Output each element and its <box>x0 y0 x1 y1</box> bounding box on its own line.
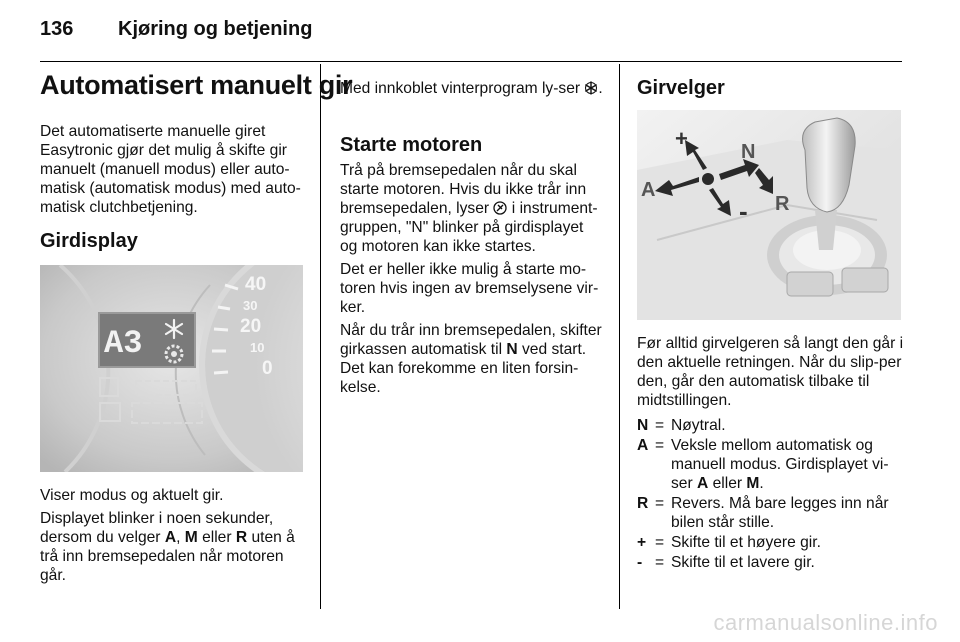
winter-program-paragraph <box>340 79 605 98</box>
definition-text: Revers. Må bare legges inn når bilen står stille. <box>671 495 889 531</box>
blink-text-a: Displayet blinker i noen sekunder, dersom du velger <box>40 510 274 546</box>
gear-display-illustration <box>40 265 303 472</box>
definition-equals: = <box>655 495 665 512</box>
key-a: A <box>164 529 177 546</box>
definition-key: - <box>637 554 643 571</box>
definition-equals: = <box>655 437 665 454</box>
definition-key: A <box>637 437 649 454</box>
girdisplay-heading-block <box>40 232 306 251</box>
girvelger-paragraph: Før alltid girvelgeren så langt den går i den aktuelle retningen. Når du slip-per den, går den automatisk tilbake til midtstillingen. <box>637 335 904 409</box>
definition-row <box>637 553 905 573</box>
selector-n-label: N <box>741 141 756 163</box>
starte-motoren-heading: Starte motoren <box>340 134 483 156</box>
girdisplay-heading: Girdisplay <box>40 230 138 252</box>
gear-display-readout: A3 <box>104 325 143 362</box>
selector-minus-label: - <box>739 196 748 226</box>
girvelger-heading: Girvelger <box>637 77 725 99</box>
winter-program-block <box>340 79 605 98</box>
starte-p1-a: Trå på bremsepedalen når du skal starte motoren. Hvis du ikke trår inn bremsepedalen, lyser <box>340 162 587 217</box>
blink-sep-1: , <box>176 529 185 546</box>
key-r: R <box>235 529 248 546</box>
winter-suffix: . <box>598 80 603 97</box>
column-divider-1 <box>320 64 321 609</box>
starte-p3-a: Når du trår inn bremsepedalen, skifter girkassen automatisk til <box>340 322 602 358</box>
starte-paragraph-3 <box>340 321 605 397</box>
gear-display-figure <box>40 265 303 472</box>
definition-text-a: Veksle mellom automatisk og manuell modus. Girdisplayet vi-ser <box>671 437 889 492</box>
gear-definitions-list <box>637 416 905 573</box>
starte-p1-b: i instrument-gruppen, "N" blinker på girdisplayet og motoren kan ikke startes. <box>340 200 598 255</box>
page-number: 136 <box>40 18 74 40</box>
winter-text: Med innkoblet vinterprogram ly-ser <box>340 80 581 97</box>
definition-text: Skifte til et lavere gir. <box>671 554 815 571</box>
speed-tick-0: 0 <box>262 358 273 379</box>
selector-a-label: A <box>641 179 656 201</box>
definition-text <box>671 436 905 494</box>
definition-key: + <box>637 534 647 551</box>
definition-text: Skifte til et høyere gir. <box>671 534 821 551</box>
definition-row <box>637 416 905 436</box>
running-head: Kjøring og betjening <box>118 18 313 40</box>
intro-text-block <box>40 122 306 217</box>
definition-equals: = <box>655 417 665 434</box>
column-divider-2 <box>619 64 620 609</box>
girdisplay-caption: Viser modus og aktuelt gir. <box>40 487 224 504</box>
section-title: Automatisert manuelt gir <box>40 70 353 100</box>
speed-tick-30: 30 <box>243 298 258 313</box>
gear-selector-illustration <box>637 110 901 320</box>
starte-motoren-block <box>340 136 605 397</box>
snowflake-icon <box>584 81 598 95</box>
definition-row <box>637 494 905 533</box>
brake-pedal-warning-icon <box>493 201 507 215</box>
definition-equals: = <box>655 554 665 571</box>
starte-p3-b: ved start. Det kan forekomme en liten forsin-kelse. <box>340 341 587 396</box>
blink-text-b: uten å trå inn bremsepedalen når motoren går. <box>40 529 295 584</box>
starte-paragraph-2: Det er heller ikke mulig å starte mo-toren hvis ingen av bremselysene vir-ker. <box>340 261 599 316</box>
definition-equals: = <box>655 534 665 551</box>
watermark: carmanualsonline.info <box>713 610 938 635</box>
definition-key: N <box>637 417 649 434</box>
definition-row <box>637 436 905 494</box>
speed-tick-40: 40 <box>245 274 267 295</box>
gear-selector-figure <box>637 110 901 320</box>
girdisplay-blink-paragraph <box>40 509 308 585</box>
definition-row <box>637 533 905 553</box>
blink-sep-2: eller <box>197 529 236 546</box>
key-a: A <box>697 475 709 492</box>
key-n: N <box>506 341 518 358</box>
girvelger-text-block <box>637 334 905 573</box>
key-m: M <box>184 529 198 546</box>
girvelger-heading-block <box>637 79 905 98</box>
intro-paragraph: Det automatiserte manuelle giret Easytronic gjør det mulig å skifte gir manuelt (manuell modus) eller auto-matisk (automatisk modus) med auto-matisk clutchbetjening. <box>40 123 301 216</box>
starte-paragraph-1 <box>340 161 605 256</box>
selector-plus-label: + <box>675 126 688 151</box>
header-rule <box>40 61 902 62</box>
selector-r-label: R <box>775 193 790 215</box>
key-m: M <box>746 475 760 492</box>
definition-key: R <box>637 495 649 512</box>
definition-text-mid: eller <box>708 475 747 492</box>
girdisplay-text-block <box>40 486 308 585</box>
speed-tick-10: 10 <box>250 340 265 355</box>
definition-text: Nøytral. <box>671 417 726 434</box>
speed-tick-20: 20 <box>240 316 262 337</box>
definition-text-end: . <box>759 475 764 492</box>
